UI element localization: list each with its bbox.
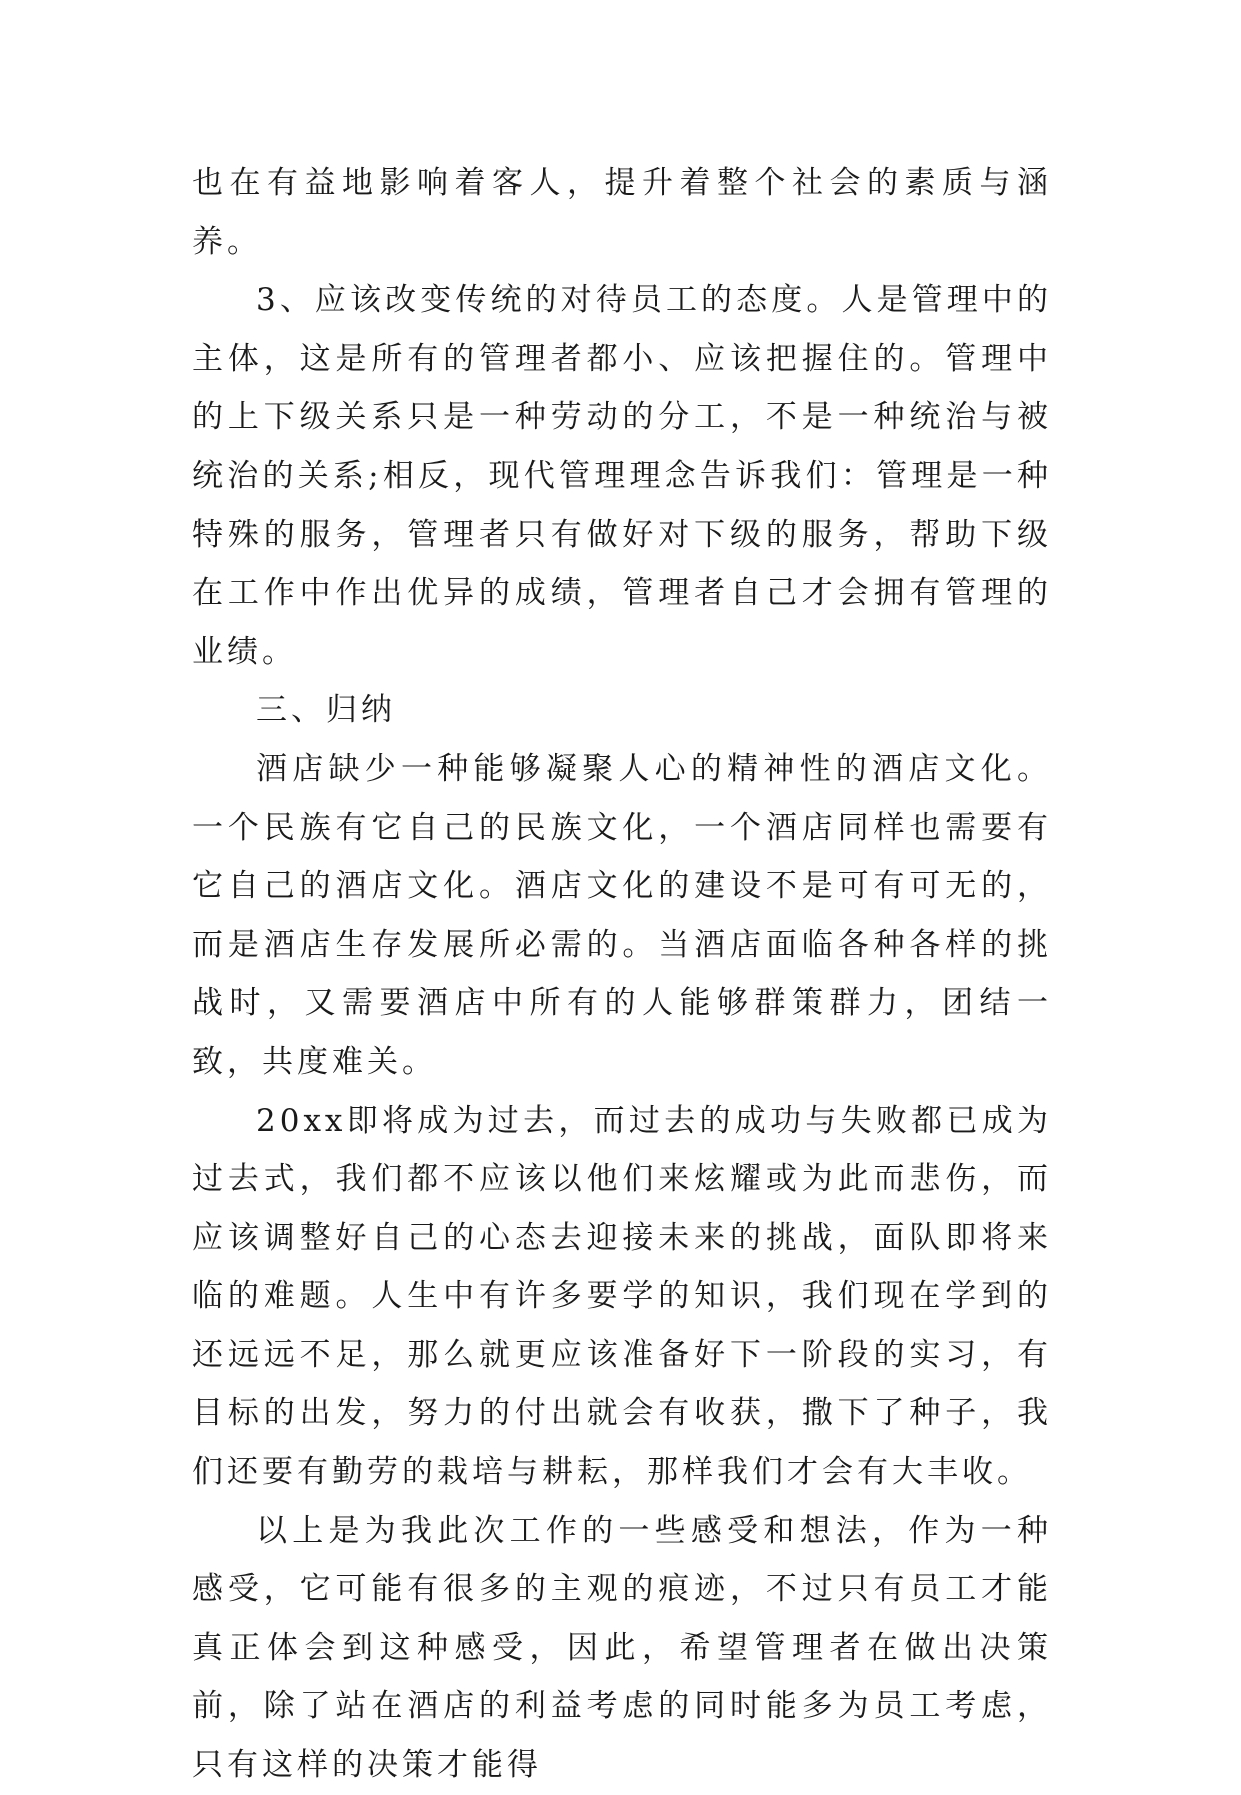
section-heading: 三、归纳 (256, 692, 396, 729)
paragraph-1: 也在有益地影响着客人，提升着整个社会的素质与涵养。 (192, 165, 1052, 260)
paragraph-2: 3、应该改变传统的对待员工的态度。人是管理中的主体，这是所有的管理者都小、应该把握住的。管理中的上下级关系只是一种劳动的分工，不是一种统治与被统治的关系;相反，现代管理理念告诉我们：管理是一种特殊的服务，管理者只有做好对下级的服务，帮助下级在工作中作出优异的成绩，管理者自己才会拥有管理的业绩。 (192, 282, 1052, 670)
document-body (192, 154, 1052, 1795)
paragraph-5: 以上是为我此次工作的一些感受和想法，作为一种感受，它可能有很多的主观的痕迹，不过只有员工才能真正体会到这种感受，因此，希望管理者在做出决策前，除了站在酒店的利益考虑的同时能多为员工考虑，只有这样的决策才能得 (192, 1512, 1052, 1784)
paragraph-3: 酒店缺少一种能够凝聚人心的精神性的酒店文化。一个民族有它自己的民族文化，一个酒店同样也需要有它自己的酒店文化。酒店文化的建设不是可有可无的，而是酒店生存发展所必需的。当酒店面临各种各样的挑战时，又需要酒店中所有的人能够群策群力，团结一致，共度难关。 (192, 750, 1052, 1080)
paragraph-4: 20xx即将成为过去，而过去的成功与失败都已成为过去式，我们都不应该以他们来炫耀或为此而悲伤，而应该调整好自己的心态去迎接未来的挑战，面队即将来临的难题。人生中有许多要学的知识，我们现在学到的还远远不足，那么就更应该准备好下一阶段的实习，有目标的出发，努力的付出就会有收获，撒下了种子，我们还要有勤劳的栽培与耕耘，那样我们才会有大丰收。 (192, 1102, 1052, 1491)
